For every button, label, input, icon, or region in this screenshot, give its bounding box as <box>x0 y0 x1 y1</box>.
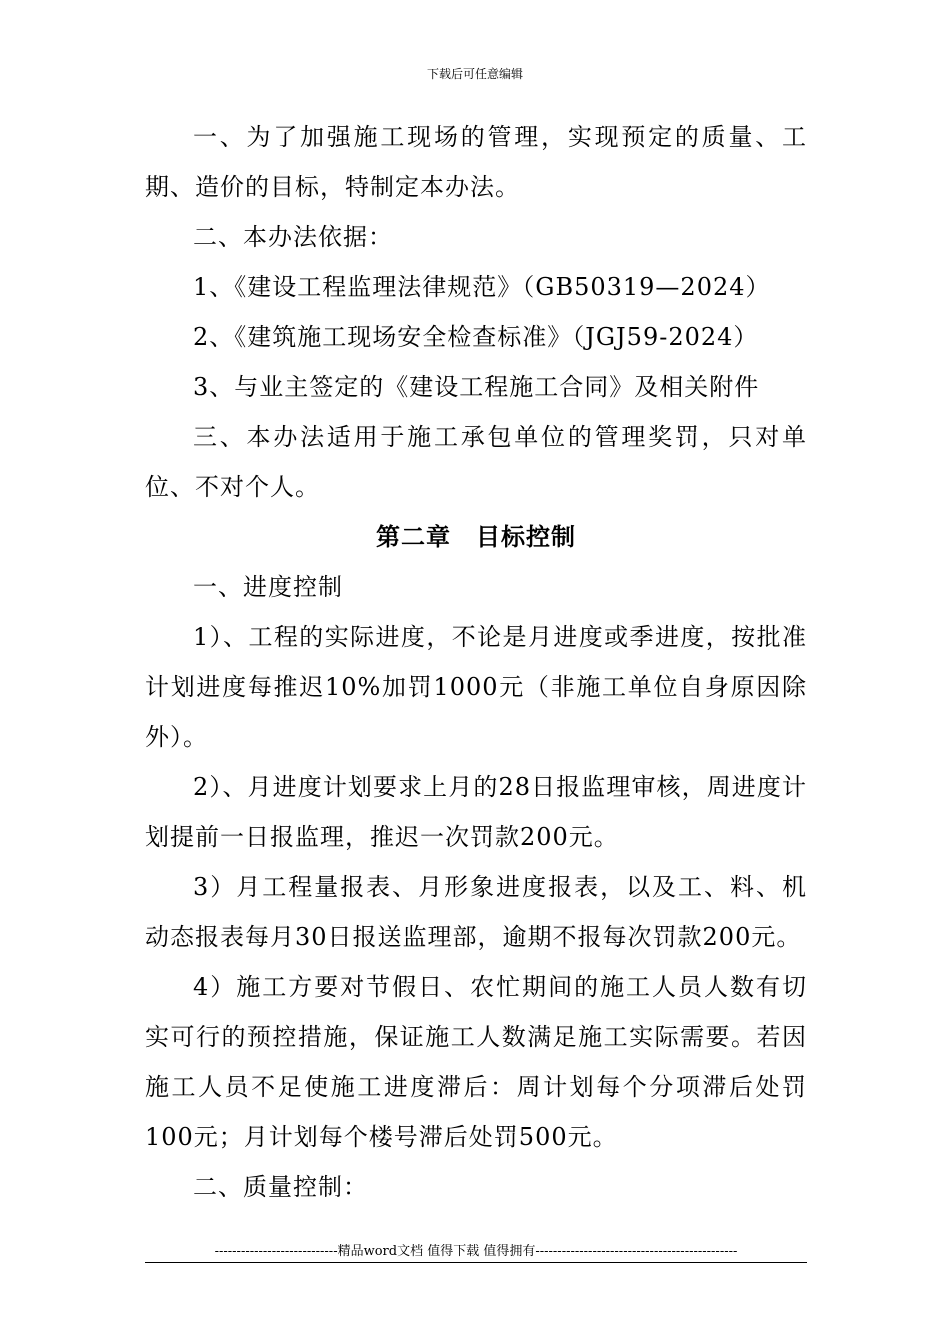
paragraph-basis-item-1: 1、《建设工程监理法律规范》（GB50319—2024） <box>193 273 771 301</box>
page-header-note: 下载后可任意编辑 <box>426 67 523 81</box>
paragraph-progress-item-2: 2）、月进度计划要求上月的28日报监理审核，周进度计划提前一日报监理，推迟一次罚款200元。 <box>145 773 807 851</box>
paragraph-progress-item-3: 3）月工程量报表、月形象进度报表，以及工、料、机动态报表每月30日报送监理部，逾期不报每次罚款200元。 <box>145 873 807 951</box>
paragraph-scope: 三、本办法适用于施工承包单位的管理奖罚，只对单位、不对个人。 <box>145 423 807 501</box>
paragraph-basis-item-2: 2、《建筑施工现场安全检查标准》（JGJ59-2024） <box>193 323 759 351</box>
document-body <box>145 112 807 1212</box>
page-footer: ----------------------------精品word文档 值得下载 值得拥有---------------------------------------------- <box>145 1244 807 1263</box>
paragraph-basis-item-3: 3、与业主签定的《建设工程施工合同》及相关附件 <box>193 373 760 401</box>
paragraph-progress-item-1: 1）、工程的实际进度，不论是月进度或季进度，按批准计划进度每推迟10%加罚1000元（非施工单位自身原因除外）。 <box>145 623 807 751</box>
chapter-title: 第二章 目标控制 <box>376 522 576 551</box>
paragraph-quality-heading: 二、质量控制： <box>193 1173 368 1201</box>
paragraph-basis-heading: 二、本办法依据： <box>193 223 393 251</box>
paragraph-purpose: 一、为了加强施工现场的管理，实现预定的质量、工期、造价的目标，特制定本办法。 <box>145 123 807 201</box>
paragraph-progress-item-4: 4）施工方要对节假日、农忙期间的施工人员人数有切实可行的预控措施，保证施工人数满足施工实际需要。若因施工人员不足使施工进度滞后：周计划每个分项滞后处罚100元；月计划每个楼号滞后处罚500元。 <box>145 973 807 1151</box>
paragraph-progress-heading: 一、进度控制 <box>193 573 343 601</box>
